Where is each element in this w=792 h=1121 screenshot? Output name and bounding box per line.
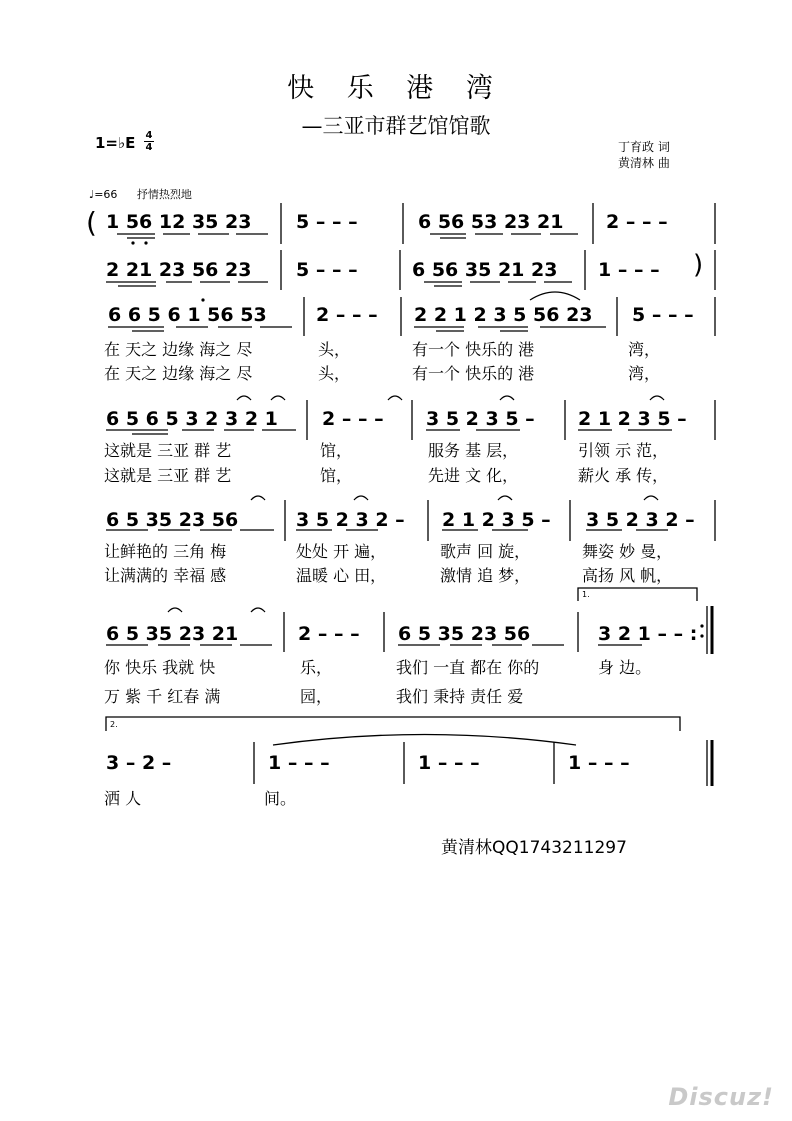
slur bbox=[644, 496, 658, 500]
key-signature: 1=♭E bbox=[95, 134, 136, 152]
lyric-line: 在 天之 边缘 海之 尽 bbox=[104, 364, 253, 383]
slur bbox=[168, 608, 182, 612]
lyric-line: 高扬 风 帆， bbox=[582, 566, 673, 585]
beam-underline bbox=[106, 430, 296, 434]
time-signature-bottom: 4 bbox=[145, 142, 153, 153]
lyricist-credit: 丁育政 词 bbox=[618, 140, 670, 154]
lyric-line: 温暖 心 田， bbox=[296, 566, 387, 585]
lyric-line: 让满满的 幸福 感 bbox=[104, 566, 227, 585]
lyric-line: 头， bbox=[318, 364, 351, 383]
intro-close-paren: ) bbox=[693, 250, 704, 280]
measure-notes: 2 – – – bbox=[606, 211, 668, 233]
lyric-line: 馆， bbox=[320, 441, 353, 460]
lyric-line: 这就是 三亚 群 艺 bbox=[104, 441, 232, 460]
lyric-line: 洒 人 bbox=[104, 789, 142, 808]
lyric-line: 我们 一直 都在 你的 bbox=[396, 658, 540, 677]
slur bbox=[388, 396, 402, 400]
measure-notes: 5 – – – bbox=[632, 304, 694, 326]
lyric-line: 湾， bbox=[628, 340, 661, 359]
beam-underline bbox=[108, 327, 292, 331]
lyric-line: 身 边。 bbox=[598, 658, 652, 677]
tempo-value: ♩=66 bbox=[89, 188, 118, 201]
measure-notes: 1 – – – bbox=[598, 259, 660, 281]
repeat-dot bbox=[700, 634, 703, 637]
lyric-line: 服务 基 层， bbox=[428, 441, 519, 460]
slur bbox=[500, 396, 514, 400]
lyric-line: 舞姿 妙 曼， bbox=[582, 542, 673, 561]
watermark-logo: Discuz! bbox=[668, 1083, 774, 1111]
expression-mark: 抒情热烈地 bbox=[136, 188, 192, 201]
beam-underline bbox=[424, 282, 572, 286]
beam-underline bbox=[430, 234, 578, 238]
measure-notes: 2 2 1 2 3 5 56 23 bbox=[414, 304, 593, 326]
volta-1-bracket bbox=[578, 588, 697, 601]
measure-notes: 2 – – – bbox=[298, 623, 360, 645]
octave-dot bbox=[144, 241, 147, 244]
lyric-line: 引领 示 范， bbox=[578, 441, 669, 460]
measure-notes: 2 21 23 56 23 bbox=[106, 259, 252, 281]
lyric-line: 激情 追 梦， bbox=[440, 566, 531, 585]
beam-underline bbox=[106, 282, 268, 286]
slur bbox=[498, 496, 512, 500]
lyric-line: 在 天之 边缘 海之 尽 bbox=[104, 340, 253, 359]
slur bbox=[530, 292, 580, 300]
measure-notes: 1 – – – bbox=[268, 752, 330, 774]
lyric-line: 万 紫 千 红春 满 bbox=[104, 687, 221, 706]
volta-2-label: 2. bbox=[110, 720, 118, 729]
time-signature-top: 4 bbox=[145, 130, 153, 141]
measure-notes: 5 – – – bbox=[296, 211, 358, 233]
repeat-dot bbox=[700, 624, 703, 627]
lyric-line: 薪火 承 传， bbox=[578, 466, 669, 485]
octave-dot bbox=[131, 241, 134, 244]
lyric-line: 间。 bbox=[264, 789, 297, 808]
song-subtitle: —三亚市群艺馆馆歌 bbox=[301, 114, 491, 138]
measure-notes: 2 1 2 3 5 – bbox=[578, 408, 687, 430]
slur bbox=[237, 396, 251, 400]
measure-notes: 3 – 2 – bbox=[106, 752, 172, 774]
volta-1-label: 1. bbox=[582, 590, 590, 599]
measure-notes: 6 6 5 6 1 56 53 bbox=[108, 304, 267, 326]
slur bbox=[273, 735, 576, 746]
lyric-line: 湾， bbox=[628, 364, 661, 383]
measure-notes: 1 – – – bbox=[568, 752, 630, 774]
lyric-line: 歌声 回 旋， bbox=[440, 542, 531, 561]
measure-notes: 6 56 53 23 21 bbox=[418, 211, 564, 233]
intro-open-paren: ( bbox=[86, 206, 97, 239]
lyric-line: 有一个 快乐的 港 bbox=[412, 364, 535, 383]
lyric-line: 我们 秉持 责任 爱 bbox=[396, 687, 524, 706]
measure-notes: 1 – – – bbox=[418, 752, 480, 774]
octave-dot bbox=[201, 298, 204, 301]
measure-notes: 5 – – – bbox=[296, 259, 358, 281]
slur bbox=[650, 396, 664, 400]
slur bbox=[251, 496, 265, 500]
measure-notes: 2 – – – bbox=[316, 304, 378, 326]
volta-2-bracket bbox=[106, 717, 680, 731]
lyric-line: 园， bbox=[300, 687, 333, 706]
measure-notes: 3 5 2 3 2 – bbox=[296, 509, 405, 531]
measure-notes: 3 5 2 3 2 – bbox=[586, 509, 695, 531]
lyric-line: 乐， bbox=[300, 658, 333, 677]
measure-notes: 2 1 2 3 5 – bbox=[442, 509, 551, 531]
lyric-line: 馆， bbox=[320, 466, 353, 485]
slur bbox=[271, 396, 285, 400]
measure-notes: 6 5 35 23 56 bbox=[106, 509, 239, 531]
measure-notes: 2 – – – bbox=[322, 408, 384, 430]
lyric-line: 让鲜艳的 三角 梅 bbox=[104, 542, 227, 561]
lyric-line: 头， bbox=[318, 340, 351, 359]
lyric-line: 这就是 三亚 群 艺 bbox=[104, 466, 232, 485]
measure-notes: 6 5 35 23 21 bbox=[106, 623, 239, 645]
measure-notes: 3 2 1 – – : bbox=[598, 623, 698, 645]
lyric-line: 你 快乐 我就 快 bbox=[104, 658, 216, 677]
measure-notes: 1 56 12 35 23 bbox=[106, 211, 252, 233]
lyric-line: 处处 开 遍， bbox=[296, 542, 387, 561]
measure-notes: 6 5 35 23 56 bbox=[398, 623, 531, 645]
lyric-line: 有一个 快乐的 港 bbox=[412, 340, 535, 359]
measure-notes: 6 5 6 5 3 2 3 2 1 bbox=[106, 408, 278, 430]
measure-notes: 6 56 35 21 23 bbox=[412, 259, 558, 281]
beam-underline bbox=[117, 234, 268, 238]
footer-contact: 黄清林QQ1743211297 bbox=[441, 838, 627, 858]
composer-credit: 黄清林 曲 bbox=[618, 156, 670, 170]
song-title: 快 乐 港 湾 bbox=[287, 73, 505, 104]
slur bbox=[354, 496, 368, 500]
slur bbox=[251, 608, 265, 612]
lyric-line: 先进 文 化， bbox=[428, 466, 519, 485]
beam-underline bbox=[414, 327, 606, 331]
measure-notes: 3 5 2 3 5 – bbox=[426, 408, 535, 430]
